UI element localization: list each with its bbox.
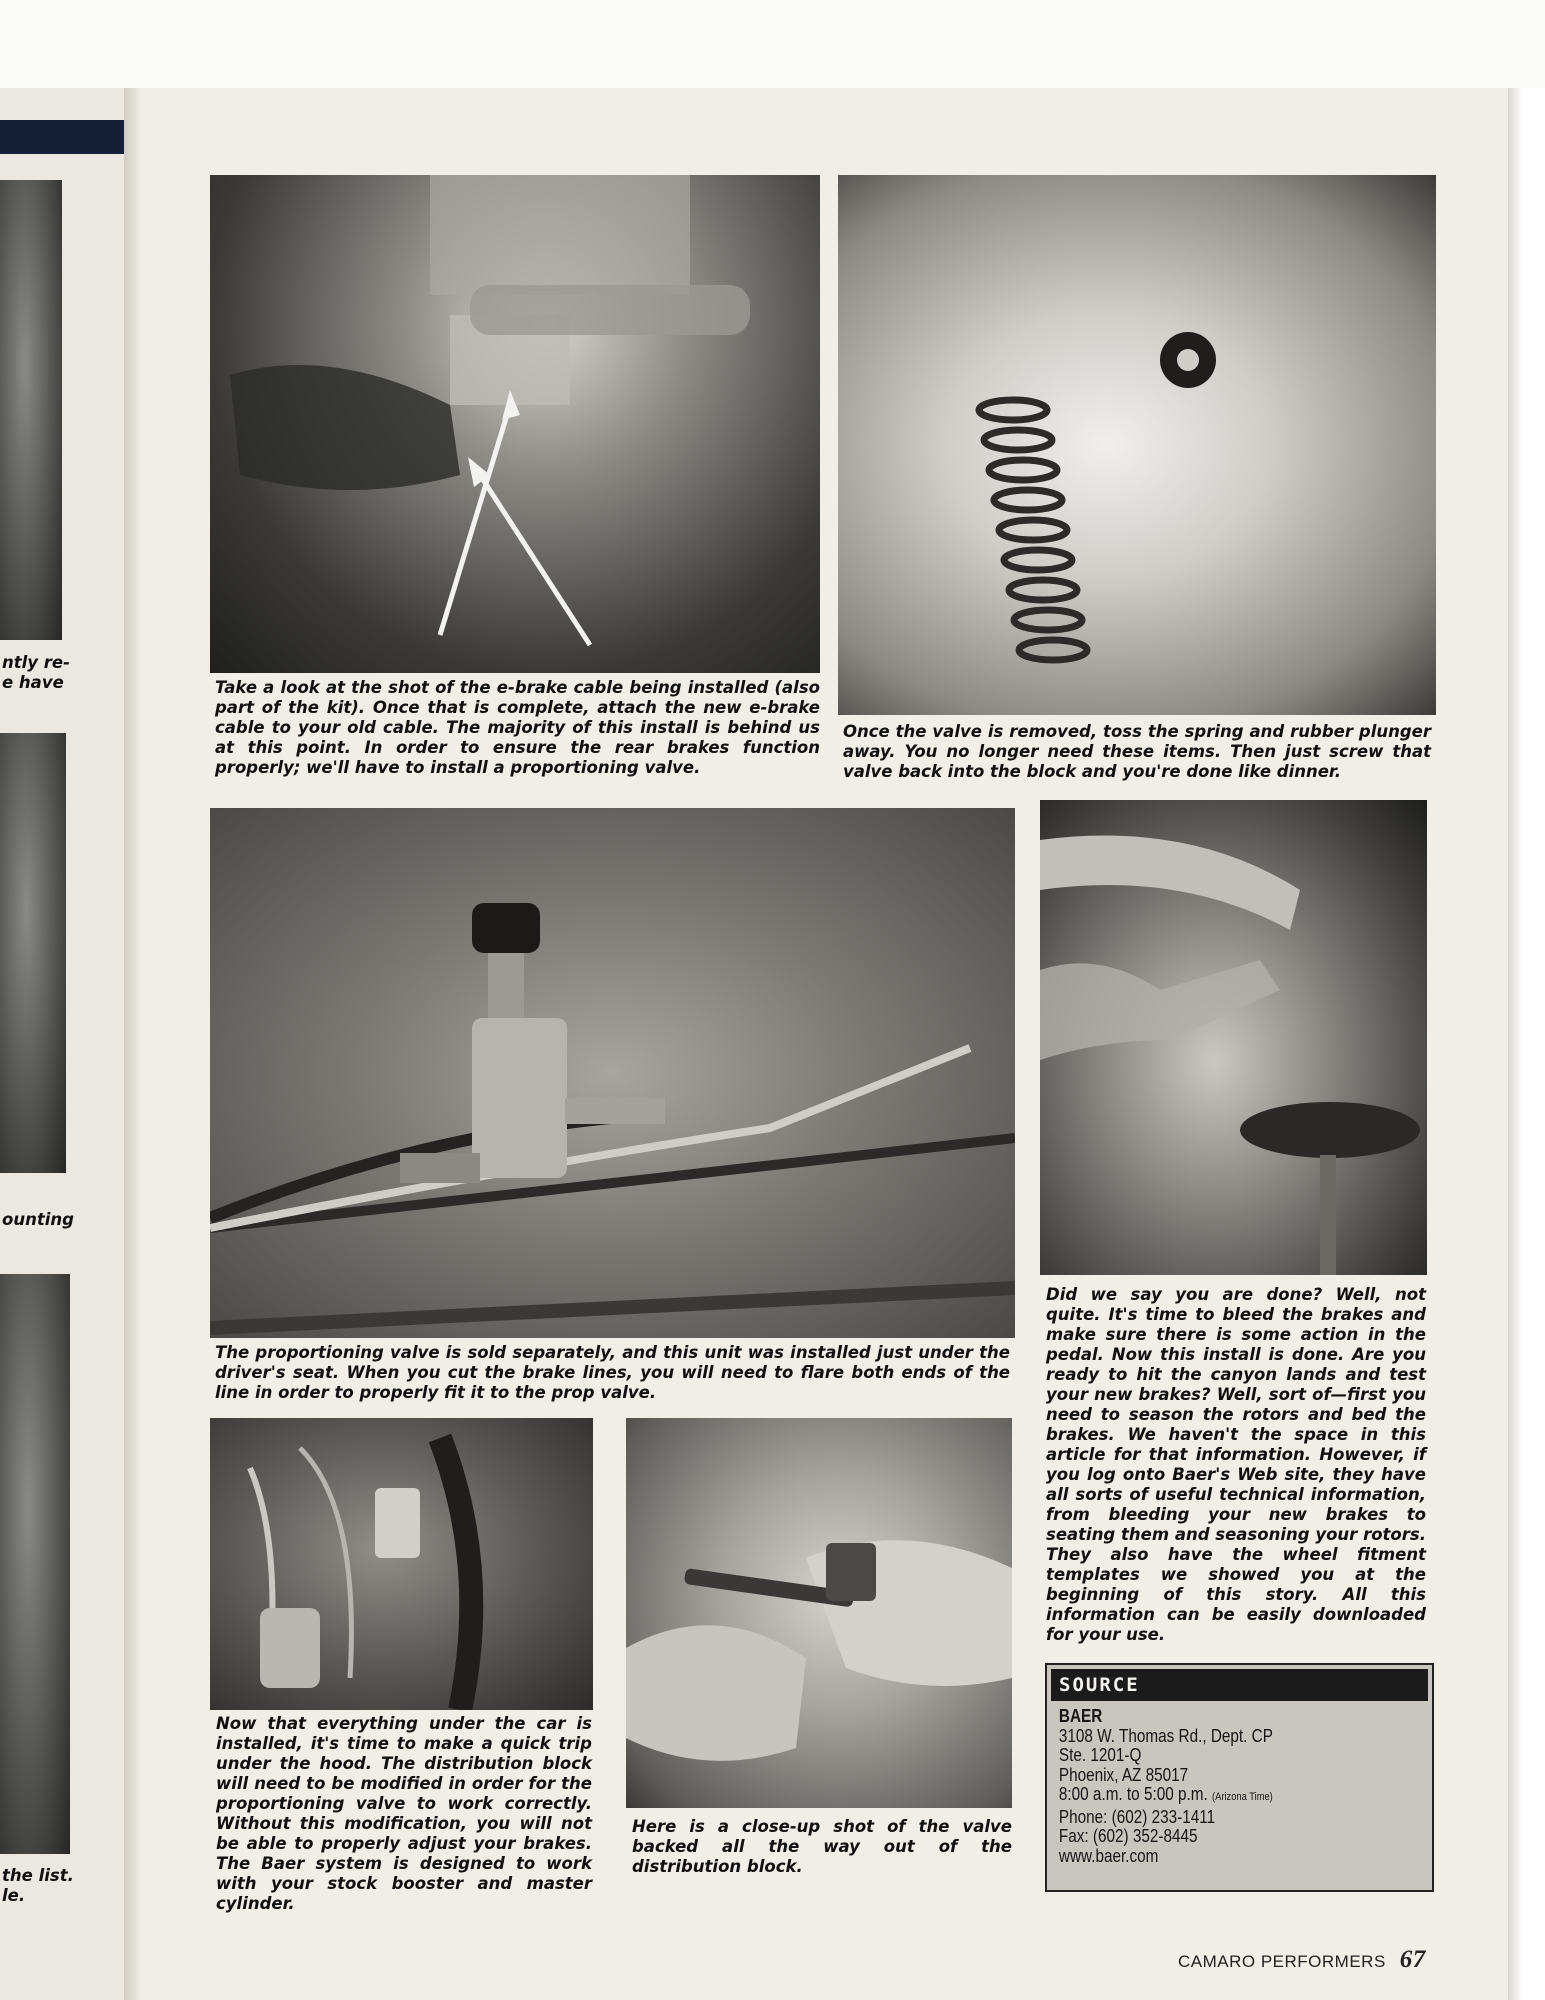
source-address-line-1: 3108 W. Thomas Rd., Dept. CP bbox=[1058, 1725, 1273, 1746]
page-edge bbox=[1508, 88, 1545, 2000]
proportioning-valve-illustration bbox=[210, 808, 1015, 1338]
ebrake-arrows-illustration bbox=[210, 175, 820, 673]
source-hours-note: (Arizona Time) bbox=[1212, 1791, 1273, 1803]
previous-page-header-bar bbox=[0, 120, 134, 154]
previous-page bbox=[0, 88, 136, 2000]
page-footer bbox=[1178, 1946, 1426, 1974]
magazine-name: CAMARO PERFORMERS bbox=[1178, 1952, 1386, 1971]
source-title: SOURCE bbox=[1051, 1669, 1428, 1701]
spring-plunger-illustration bbox=[838, 175, 1436, 715]
previous-page-text-5: le. bbox=[2, 1886, 26, 1905]
previous-page-photo-2 bbox=[0, 733, 66, 1173]
distribution-block-illustration bbox=[210, 1418, 593, 1710]
scan-background bbox=[0, 0, 1545, 88]
previous-page-text-4: the list. bbox=[2, 1866, 74, 1885]
caption-bleeding: Did we say you are done? Well, not quite. It's time to bleed the brakes and make sure there is some action in the pedal. Now this install is done. Are you ready to hit the canyon lands and test your new brakes? Well, sort of—first you need to season the rotors and bed the brakes. We haven't the space in this article for that information. However, if you log onto Baer's Web site, they have all sorts of useful technical information, from bleeding your new brakes to seating them and seasoning your rotors. They also have the wheel fitment templates we showed you at the beginning of this story. All this information can be easily downloaded for your use. bbox=[1046, 1285, 1426, 1644]
photo-distribution-block bbox=[210, 1418, 593, 1710]
source-address-line-2: Ste. 1201-Q bbox=[1058, 1745, 1142, 1765]
valve-closeup-illustration bbox=[626, 1418, 1012, 1808]
caption-proportioning-valve: The proportioning valve is sold separately, and this unit was installed just under the driver's seat. When you cut the brake lines, you will need to flare both ends of the line in order to properly fit it to the prop valve. bbox=[215, 1343, 1010, 1402]
caption-ebrake: Take a look at the shot of the e-brake cable being installed (also part of the kit). Once that is complete, attach the new e-brake cable to your old cable. The majority of this install is behind us at this point. In order to ensure the rear brakes function properly; we'll have to install a proportioning valve. bbox=[215, 678, 820, 777]
photo-valve-closeup bbox=[626, 1418, 1012, 1808]
photo-bleeding-brakes bbox=[1040, 800, 1427, 1275]
bleeding-illustration bbox=[1040, 800, 1427, 1275]
previous-page-text-2: e have bbox=[2, 673, 64, 692]
photo-proportioning-valve bbox=[210, 808, 1015, 1338]
photo-spring-plunger bbox=[838, 175, 1436, 715]
source-phone: Phone: (602) 233-1411 bbox=[1058, 1806, 1216, 1827]
source-body bbox=[1047, 1701, 1374, 1872]
source-box bbox=[1045, 1663, 1434, 1892]
caption-valve-closeup: Here is a close-up shot of the valve backed all the way out of the distribution block. bbox=[632, 1817, 1012, 1876]
source-website[interactable]: www.baer.com bbox=[1058, 1845, 1159, 1866]
source-company: BAER bbox=[1058, 1706, 1103, 1726]
previous-page-text-1: ntly re- bbox=[2, 653, 70, 672]
previous-page-text-3: ounting bbox=[2, 1210, 74, 1229]
previous-page-photo-1 bbox=[0, 180, 62, 640]
source-hours-line bbox=[1059, 1785, 1362, 1808]
source-hours: 8:00 a.m. to 5:00 p.m. bbox=[1058, 1784, 1208, 1804]
source-fax: Fax: (602) 352-8445 bbox=[1058, 1826, 1198, 1846]
caption-spring: Once the valve is removed, toss the spring and rubber plunger away. You no longer need these items. Then just screw that valve back into the block and you're done like dinner. bbox=[843, 722, 1431, 781]
source-city: Phoenix, AZ 85017 bbox=[1058, 1764, 1189, 1785]
photo-ebrake-cable bbox=[210, 175, 820, 673]
previous-page-photo-3 bbox=[0, 1274, 70, 1854]
caption-distribution-block: Now that everything under the car is installed, it's time to make a quick trip under the hood. The distribution block will need to be modified in order for the proportioning valve to work correctly. Without this modification, you will not be able to properly adjust your brakes. The Baer system is designed to work with your stock booster and master cylinder. bbox=[216, 1714, 592, 1913]
page-number: 67 bbox=[1399, 1946, 1426, 1973]
page-gutter bbox=[124, 88, 142, 2000]
